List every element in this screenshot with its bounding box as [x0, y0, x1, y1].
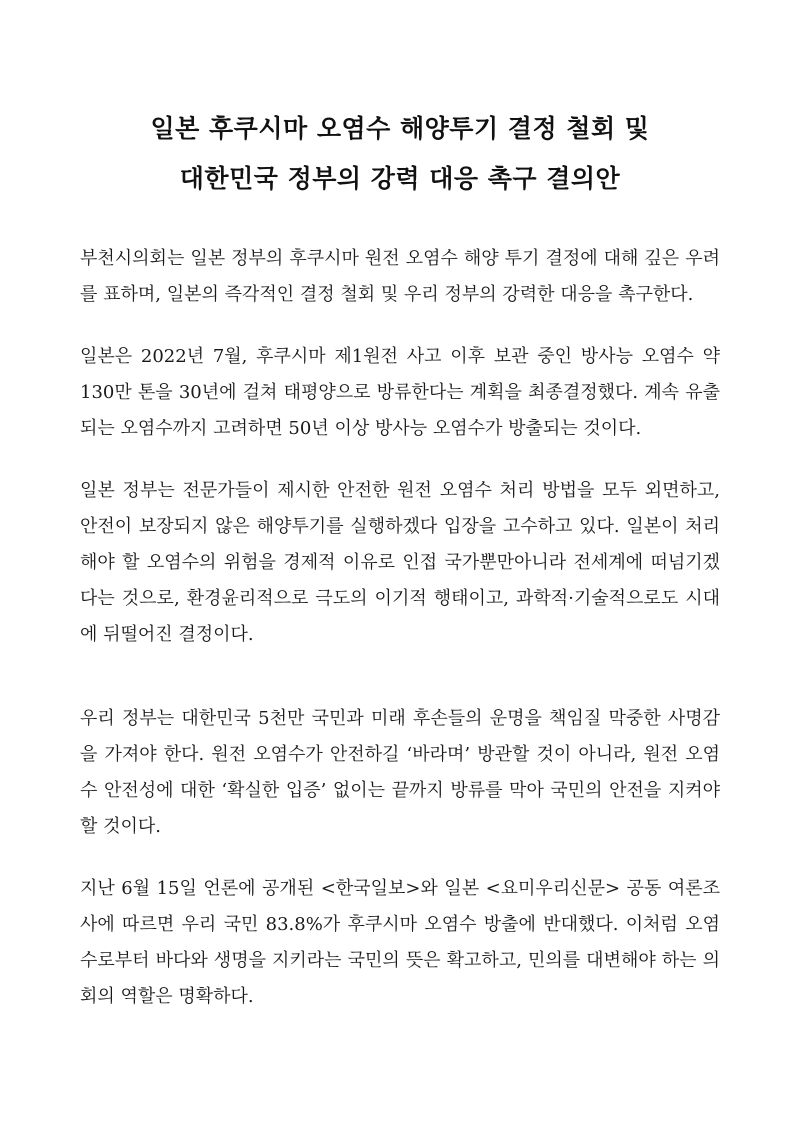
title-line-1: 일본 후쿠시마 오염수 해양투기 결정 철회 및	[150, 114, 650, 143]
title-line-2: 대한민국 정부의 강력 대응 촉구 결의안	[179, 164, 621, 193]
paragraph-criticism: 일본 정부는 전문가들이 제시한 안전한 원전 오염수 처리 방법을 모두 외면하고, 안전이 보장되지 않은 해양투기를 실행하겠다 입장을 고수하고 있다. 일본이 처리해야 할 오염수의 위험을 경제적 이유로 인접 국가뿐만아니라 전세계에 떠넘기겠다는 것으로, 환경윤리적으로 극도의 이기적 행태이고, 과학적·기술적으로도 시대에 뒤떨어진 결정이다.	[80, 480, 720, 645]
paragraph-public-opinion: 지난 6월 15일 언론에 공개된 <한국일보>와 일본 <요미우리신문> 공동 여론조사에 따르면 우리 국민 83.8%가 후쿠시마 오염수 방출에 반대했다. 이처럼 오염수로부터 바다와 생명을 지키라는 국민의 뜻은 확고하고, 민의를 대변해야 하는 의회의 역할은 명확하다.	[80, 878, 720, 1007]
paragraph-government-duty: 우리 정부는 대한민국 5천만 국민과 미래 후손들의 운명을 책임질 막중한 사명감을 가져야 한다. 원전 오염수가 안전하길 ‘바라며’ 방관할 것이 아니라, 원전 오염수 안전성에 대한 ‘확실한 입증’ 없이는 끝까지 방류를 막아 국민의 안전을 지켜야 할 것이다.	[80, 708, 720, 837]
paragraph-background: 일본은 2022년 7월, 후쿠시마 제1원전 사고 이후 보관 중인 방사능 오염수 약 130만 톤을 30년에 걸쳐 태평양으로 방류한다는 계획을 최종결정했다. 계속 유출되는 오염수까지 고려하면 50년 이상 방사능 오염수가 방출되는 것이다.	[80, 346, 720, 439]
paragraph-intro: 부천시의회는 일본 정부의 후쿠시마 원전 오염수 해양 투기 결정에 대해 깊은 우려를 표하며, 일본의 즉각적인 결정 철회 및 우리 정부의 강력한 대응을 촉구한다.	[80, 248, 720, 305]
document-title	[0, 104, 800, 204]
document-body	[80, 241, 720, 1041]
